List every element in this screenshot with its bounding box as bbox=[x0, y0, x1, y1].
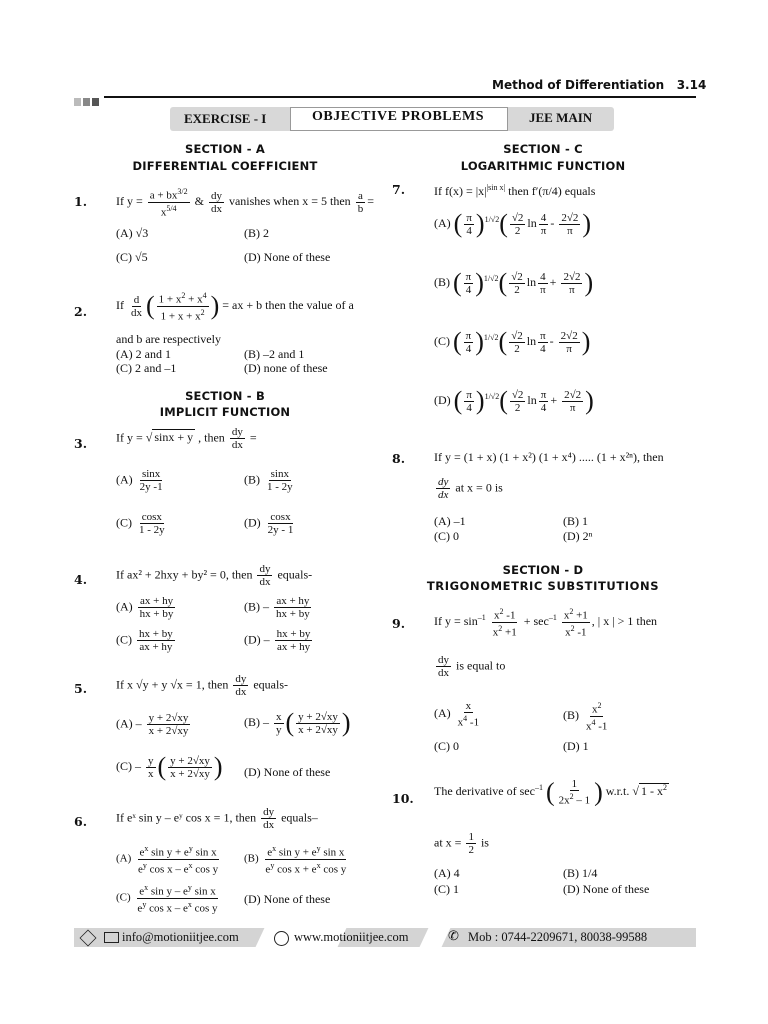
q10-option-d: (D) None of these bbox=[563, 882, 650, 896]
section-c-subtitle: LOGARITHMIC FUNCTION bbox=[460, 159, 626, 173]
q5-text: If x √y + y √x = 1, then $\frac{dy}{dx}$ equals- bbox=[116, 673, 289, 698]
q9-text2: $\frac{dy}{dx}$ is equal to bbox=[438, 654, 506, 679]
q3-number: 3. bbox=[74, 436, 88, 451]
q5-option-c: (C) – $\frac{y}{x}$ ( $\frac{y + 2√xy}{x + 2√xy}$ ) bbox=[116, 752, 223, 781]
q7-number: 7. bbox=[392, 182, 406, 197]
q1-option-d: (D) None of these bbox=[244, 250, 331, 264]
q9-option-d: (D) 1 bbox=[563, 739, 589, 753]
q8-option-d: (D) 2ⁿ bbox=[563, 529, 593, 543]
q2-option-a: (A) 2 and 1 bbox=[116, 347, 171, 361]
q2-number: 2. bbox=[74, 304, 88, 319]
q9-option-c: (C) 0 bbox=[434, 739, 459, 753]
q10-option-b: (B) 1/4 bbox=[563, 866, 598, 880]
q4-option-b: (B) – $\frac{ax + hy}{hx + by}$ bbox=[244, 595, 310, 620]
q3-option-a: (A) $\frac{\sin x}{2y -1}$ bbox=[116, 468, 163, 493]
q7-option-b: (B) ( $\frac{\pi}{4}$ )$^{1/√2}$( $\frac{√2}{2}$ ln $\frac{4}{\pi}$ + $\frac{2√2}{\pi}$ ) bbox=[434, 268, 594, 297]
q8-text2: $\frac{dy}{dx}$ at x = 0 is bbox=[438, 476, 503, 501]
q9-number: 9. bbox=[392, 616, 406, 631]
banner-title: OBJECTIVE PROBLEMS bbox=[312, 109, 484, 124]
q10-text: The derivative of $\sec^{-1}$ ( $\frac{1}{2x^2 - 1}$ ) w.r.t. √ $1 - x^2$ bbox=[434, 777, 667, 807]
q7-option-a: (A) ( $\frac{\pi}{4}$ )$^{1/√2}$( $\frac{√2}{2}$ ln $\frac{4}{\pi}$ - $\frac{2√2}{\pi}$ ) bbox=[434, 209, 592, 238]
q9-text: If $y = \sin^{-1}$ $\frac{x^2 -1}{x^2 +1}$ + $\sec^{-1}$ $\frac{x^2 +1}{x^2 -1}$ , | x | > 1 then bbox=[434, 607, 658, 639]
phone-icon: ✆ bbox=[448, 929, 459, 944]
section-b-subtitle: IMPLICIT FUNCTION bbox=[159, 405, 291, 419]
q1-text: If y = $\frac{a + bx^{3/2}}{x^{5/4}}$ & $\frac{dy}{dx}$ vanishes when x = 5 then $\frac{a}{b}$ = bbox=[116, 187, 374, 219]
q3-option-c: (C) $\frac{\cos x}{1 - 2y}$ bbox=[116, 511, 165, 536]
q8-number: 8. bbox=[392, 451, 406, 466]
q8-text: If y = (1 + x) (1 + x²) (1 + x⁴) ..... (1 + x²ⁿ), then bbox=[434, 450, 664, 464]
q8-option-c: (C) 0 bbox=[434, 529, 459, 543]
q8-option-b: (B) 1 bbox=[563, 514, 588, 528]
q8-option-a: (A) –1 bbox=[434, 514, 466, 528]
globe-icon bbox=[274, 931, 289, 946]
q4-option-c: (C) $\frac{hx + by}{ax + hy}$ bbox=[116, 628, 173, 653]
q5-option-d: (D) None of these bbox=[244, 765, 331, 779]
footer-mobile: Mob : 0744-2209671, 80038-99588 bbox=[468, 930, 648, 944]
q1-number: 1. bbox=[74, 194, 88, 209]
q6-number: 6. bbox=[74, 814, 88, 829]
q6-option-c: (C) $\frac{e^x \sin y - e^y \sin x}{e^y \cos x - e^x \cos y}$ bbox=[116, 883, 218, 915]
footer-logo-icon bbox=[80, 930, 97, 947]
q6-option-d: (D) None of these bbox=[244, 892, 331, 906]
header-squares bbox=[74, 91, 99, 110]
q2-option-b: (B) –2 and 1 bbox=[244, 347, 305, 361]
section-a-subtitle: DIFFERENTIAL COEFFICIENT bbox=[132, 159, 318, 173]
q4-option-d: (D) – $\frac{hx + by}{ax + hy}$ bbox=[244, 628, 311, 653]
header-title: Method of Differentiation 3.14 bbox=[492, 78, 707, 92]
q7-option-d: (D) ( $\frac{\pi}{4}$ )$^{1/√2}$( $\frac{√2}{2}$ ln $\frac{\pi}{4}$ + $\frac{2√2}{\pi}$ ) bbox=[434, 386, 594, 415]
q9-option-a: (A) $\frac{x}{x^4 -1}$ bbox=[434, 700, 480, 729]
q10-option-a: (A) 4 bbox=[434, 866, 460, 880]
footer-website[interactable]: www.motioniitjee.com bbox=[294, 930, 409, 944]
q2-text: If $\frac{d}{dx}$ ( $\frac{1 + x^2 + x^4}{1 + x + x^2}$ ) = ax + b then the value of a bbox=[116, 291, 354, 323]
section-d-title: SECTION - D bbox=[502, 563, 584, 577]
banner-exercise: EXERCISE - I bbox=[184, 111, 267, 126]
q2-text2: and b are respectively bbox=[116, 332, 221, 346]
q7-option-c: (C) ( $\frac{\pi}{4}$ )$^{1/√2}$( $\frac{√2}{2}$ ln $\frac{\pi}{4}$ - $\frac{2√2}{\pi}$ ) bbox=[434, 327, 591, 356]
q2-option-c: (C) 2 and –1 bbox=[116, 361, 177, 375]
section-b-title: SECTION - B bbox=[185, 389, 265, 403]
section-a-title: SECTION - A bbox=[185, 142, 265, 156]
q4-option-a: (A) $\frac{ax + hy}{hx + by}$ bbox=[116, 595, 174, 620]
q10-number: 10. bbox=[392, 791, 414, 806]
header-rule bbox=[104, 96, 696, 98]
footer-email[interactable]: info@motioniitjee.com bbox=[122, 930, 239, 944]
q10-text2: at x = $\frac{1}{2}$ is bbox=[434, 831, 489, 856]
section-d-subtitle: TRIGONOMETRIC SUBSTITUTIONS bbox=[426, 579, 660, 593]
q5-option-b: (B) – $\frac{x}{y}$ ( $\frac{y + 2√xy}{x + 2√xy}$ ) bbox=[244, 708, 351, 737]
q4-number: 4. bbox=[74, 572, 88, 587]
email-icon bbox=[104, 932, 119, 943]
q6-text: If eˣ sin y – eʸ cos x = 1, then $\frac{dy}{dx}$ equals– bbox=[116, 806, 318, 831]
banner-level: JEE MAIN bbox=[529, 110, 593, 125]
q7-text: If $f(x) = |x|^{|sin x|}$ then f′(π/4) equals bbox=[434, 183, 596, 198]
section-c-title: SECTION - C bbox=[503, 142, 583, 156]
q10-option-c: (C) 1 bbox=[434, 882, 459, 896]
q1-option-c: (C) √5 bbox=[116, 250, 148, 264]
q2-option-d: (D) none of these bbox=[244, 361, 328, 375]
q9-option-b: (B) $\frac{x^2}{x^4 -1}$ bbox=[563, 701, 608, 733]
q6-option-a: (A) $\frac{e^x \sin y + e^y \sin x}{e^y \cos x - e^x \cos y}$ bbox=[116, 844, 219, 876]
q4-text: If ax² + 2hxy + by² = 0, then $\frac{dy}{dx}$ equals- bbox=[116, 563, 313, 588]
q1-option-a: (A) √3 bbox=[116, 226, 149, 240]
q3-option-b: (B) $\frac{\sin x}{1 - 2y}$ bbox=[244, 468, 293, 493]
q3-text: If y = √ sinx + y , then $\frac{dy}{dx}$ = bbox=[116, 426, 257, 451]
q3-option-d: (D) $\frac{\cos x}{2y - 1}$ bbox=[244, 511, 294, 536]
q1-option-b: (B) 2 bbox=[244, 226, 269, 240]
exercise-banner bbox=[170, 107, 614, 131]
q5-number: 5. bbox=[74, 681, 88, 696]
q5-option-a: (A) – $\frac{y + 2√xy}{x + 2√xy}$ bbox=[116, 712, 189, 737]
footer-bar bbox=[74, 928, 696, 947]
q6-option-b: (B) $\frac{e^x \sin y + e^y \sin x}{e^y \cos x + e^x \cos y}$ bbox=[244, 844, 347, 876]
